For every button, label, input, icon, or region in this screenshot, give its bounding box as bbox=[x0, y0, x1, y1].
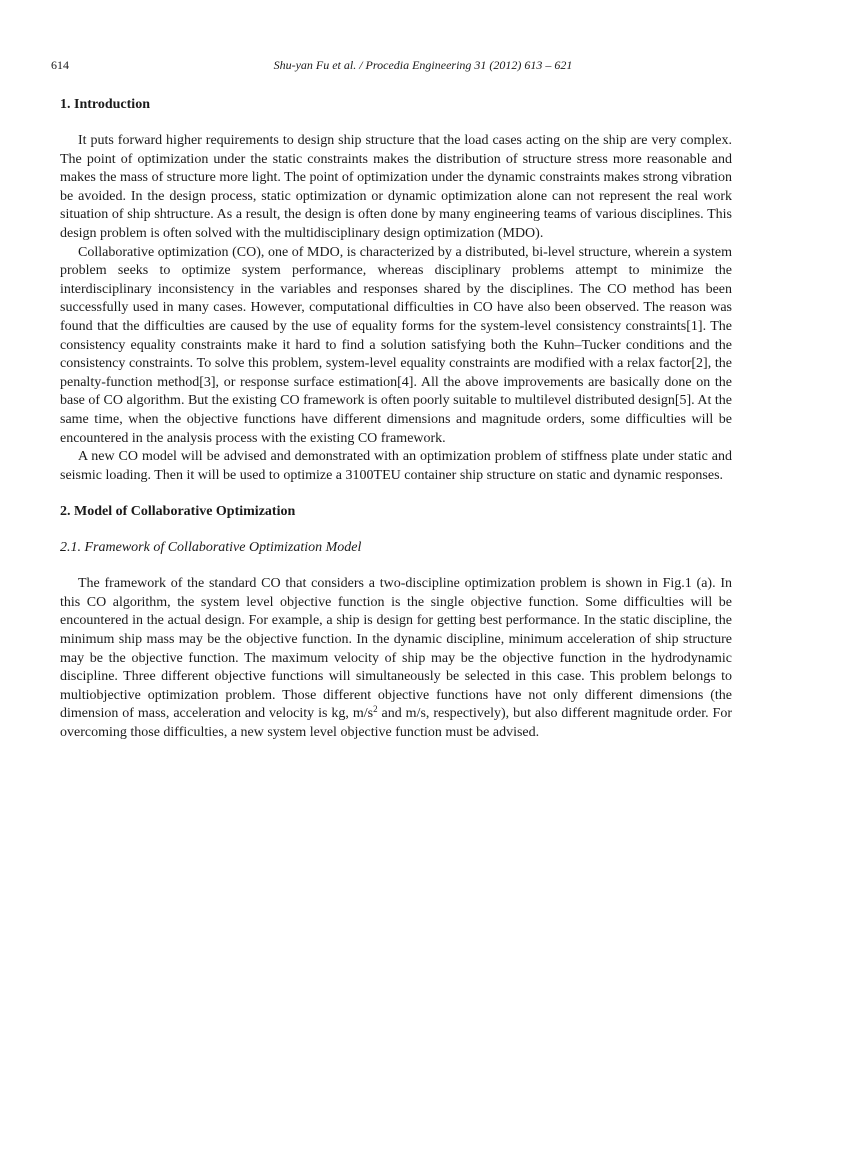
article-body bbox=[60, 96, 732, 743]
paragraph: It puts forward higher requirements to design ship structure that the load cases acting on the ship are very complex. The point of optimization under the static constraints makes the distribution of structure stress more reasonable and makes the mass of structure more light. The point of optimization under the dynamic constraints makes strong vibration be avoided. In the design process, static optimization or dynamic optimization alone can not represent the real work situation of ship shtructure. As a result, the design is often done by many engineering teams of various disciplines. This design problem is often solved with the multidisciplinary design optimization (MDO). bbox=[60, 133, 732, 241]
section-heading-model: 2. Model of Collaborative Optimization bbox=[60, 504, 296, 520]
page-number: 614 bbox=[51, 58, 69, 72]
subsection-heading-framework: 2.1. Framework of Collaborative Optimization Model bbox=[60, 540, 362, 556]
running-head: Shu-yan Fu et al. / Procedia Engineering 31 (2012) 613 – 621 bbox=[273, 58, 573, 72]
paragraph-text: and m/s, respectively), but also different magnitude order. For overcoming those difficulties, a new system level objective function must be advised. bbox=[60, 706, 733, 741]
superscript: 2 bbox=[373, 704, 378, 715]
paragraph-text: The framework of the standard CO that considers a two-discipline optimization problem is shown in Fig.1 (a). In this CO algorithm, the system level objective function is the single objective function. Some difficulties will be encountered in the actual design. For example, a ship is design for getting best performance. In the static discipline, the minimum ship mass may be the objective function. In the dynamic discipline, minimum acceleration of ship structure may be the objective function. The maximum velocity of ship may be the objective function in the hydrodynamic discipline. Three different objective functions will simultaneously be selected in this case. This problem belongs to multiobjective optimization problem. Those different objective functions have not only different dimensions (the dimension of mass, acceleration and velocity is kg, m/s bbox=[60, 576, 732, 722]
paragraph bbox=[60, 575, 732, 742]
paragraph: Collaborative optimization (CO), one of MDO, is characterized by a distributed, bi-level structure, wherein a system problem seeks to optimize system performance, whereas disciplinary problems attempt to minimize the interdisciplinary inconsistency in the variables and responses shared by the disciplines. The CO method has been successfully used in many cases. However, computational difficulties in CO have also been observed. The reason was found that the difficulties are caused by the use of equality forms for the system-level consistency constraints[1]. The consistency equality constraints make it hard to find a solution satisfying both the Kuhn–Tucker conditions and the consistency constraints. To solve this problem, system-level equality constraints are modified with a relax factor[2], the penalty-function method[3], or response surface estimation[4]. All the above improvements are basically done on the base of CO algorithm. But the existing CO framework is often poorly suitable to multilevel distributed design[5]. At the same time, when the objective functions have different dimensions and magnitude orders, some difficulties will be encountered in the analysis process with the existing CO framework. bbox=[60, 244, 732, 446]
section-heading-introduction: 1. Introduction bbox=[60, 97, 150, 112]
paragraph: A new CO model will be advised and demonstrated with an optimization problem of stiffness plate under static and seismic loading. Then it will be used to optimize a 3100TEU container ship structure on static and dynamic responses. bbox=[60, 449, 732, 483]
